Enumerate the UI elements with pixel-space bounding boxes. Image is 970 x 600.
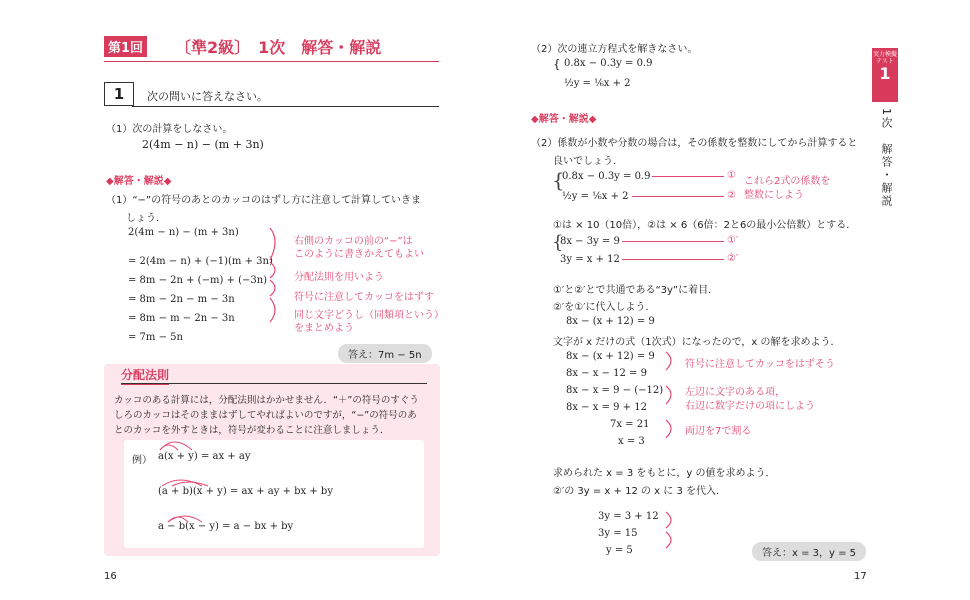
section-rule xyxy=(132,106,439,107)
solve-step: 7x = 21 xyxy=(610,419,650,430)
calc-step: = 8m − 2n − m − 3n xyxy=(128,294,235,305)
annotation: 左辺に文字のある項， xyxy=(685,387,785,398)
system-equation: ½y = ⅙x + 2 xyxy=(564,78,631,89)
side-tab-label: 実力模擬テスト xyxy=(872,51,897,65)
solution-intro-line1: （1）“−”の符号のあとのカッコのはずし方に注意して計算していきま xyxy=(106,195,422,206)
equation-mark: ②′ xyxy=(727,253,739,264)
y-step: y = 5 xyxy=(606,545,633,556)
solve-step: 8x − x − 12 = 9 xyxy=(566,368,647,379)
round-badge: 第1回 xyxy=(104,36,147,57)
system-equation: 0.8x − 0.3y = 0.9 xyxy=(564,58,653,69)
y-step: 3y = 3 + 12 xyxy=(598,511,659,522)
annotation: 分配法則を用いよう xyxy=(294,272,384,283)
annotation-brackets xyxy=(268,226,282,326)
intro-line2: 良いでしょう． xyxy=(553,156,623,167)
leader-line xyxy=(632,196,724,197)
equation-mark: ① xyxy=(727,170,736,181)
box-title-rule xyxy=(121,383,427,384)
leader-line xyxy=(652,176,724,177)
equation-mark: ② xyxy=(727,190,736,201)
brace: { xyxy=(552,232,564,253)
annotation: 同じ文字どうし（同類項という） xyxy=(294,310,444,321)
calc-step: = 8m − 2n + (−m) + (−3n) xyxy=(128,275,268,286)
solve-brackets xyxy=(664,350,678,442)
calc-step: = 8m − m − 2n − 3n xyxy=(128,313,235,324)
calc-step: 2(4m − n) − (m + 3n) xyxy=(128,227,239,238)
annotation: 右側のカッコの前の“−”は xyxy=(294,236,413,247)
answer-badge: 答え：7m − 5n xyxy=(338,344,432,363)
focus-line: ①′と②′とで共通である“3y”に着目． xyxy=(553,285,719,296)
equation: 8x − 3y = 9 xyxy=(560,236,620,247)
linear-line: 文字が x だけの式（1次式）になったので，x の解を求めよう． xyxy=(553,337,841,348)
side-tab xyxy=(872,48,898,102)
equation-mark: ①′ xyxy=(727,235,739,246)
solve-step: 8x − x = 9 − (−12) xyxy=(566,385,664,396)
annotation: 符号に注意してカッコをはずそう xyxy=(685,359,835,370)
box-text-line: しろのカッコはそのままはずしてやればよいのですが，“−”の符号のあ xyxy=(114,410,417,421)
solution-intro-line2: しょう． xyxy=(126,213,166,224)
annotation: 整数にしよう xyxy=(744,190,804,201)
page-title: 〔準2級〕 1次 解答・解説 xyxy=(175,38,382,57)
section-number: 1 xyxy=(104,82,134,106)
q2-label: （2）次の連立方程式を解きなさい。 xyxy=(531,44,698,55)
annotation: これら2式の係数を xyxy=(744,176,831,187)
annotation: 符号に注意してカッコをはずす xyxy=(294,292,434,303)
substitute-equation: 8x − (x + 12) = 9 xyxy=(566,316,655,327)
leader-line xyxy=(622,259,724,260)
solve-step: x = 3 xyxy=(618,436,645,447)
leader-line xyxy=(622,241,724,242)
q1-label: （1）次の計算をしなさい。 xyxy=(106,124,233,135)
annotation: このように書きかえてもよい xyxy=(294,249,424,260)
y-step: 3y = 15 xyxy=(598,528,638,539)
brace: { xyxy=(552,168,565,192)
title-rule xyxy=(104,61,439,62)
solution-tag: ◆解答・解説◆ xyxy=(531,114,597,125)
calc-step: = 7m − 5n xyxy=(128,332,183,343)
solve-step: 8x − (x + 12) = 9 xyxy=(566,351,655,362)
q1-expression: 2(4m − n) − (m + 3n) xyxy=(142,138,264,151)
equation: 3y = x + 12 xyxy=(560,254,620,265)
side-tab-number: 1 xyxy=(879,64,891,83)
example-formula: a − b(x − y) = a − bx + by xyxy=(158,521,294,532)
multiply-line: ①は × 10（10倍），②は × 6（6倍：2と6の最小公倍数）とする． xyxy=(553,220,857,231)
box-title: 分配法則 xyxy=(121,366,169,385)
annotation: 両辺を7で割る xyxy=(685,426,752,437)
annotation: をまとめよう xyxy=(294,323,354,334)
y-line: 求められた x = 3 をもとに，y の値を求めよう． xyxy=(553,468,776,479)
intro-line1: （2）係数が小数や分数の場合は，その係数を整数にしてから計算すると xyxy=(531,138,858,149)
calc-step: = 2(4m − n) + (−1)(m + 3n) xyxy=(128,256,273,267)
example-formula: a(x + y) = ax + ay xyxy=(158,451,251,462)
page-number-left: 16 xyxy=(104,571,117,582)
distribution-arrows xyxy=(158,440,298,550)
section-prompt: 次の問いに答えなさい。 xyxy=(147,90,268,103)
solve-step: 8x − x = 9 + 12 xyxy=(566,402,647,413)
substitute-line: ②′を①′に代入しよう． xyxy=(553,302,656,313)
box-text-line: とのカッコを外すときは，符号が変わることに注意しましょう． xyxy=(114,425,390,436)
box-text-line: カッコのある計算には，分配法則はかかせません．“＋”の符号のすぐう xyxy=(114,395,419,406)
system-brace: { xyxy=(553,57,561,71)
equation: ½y = ⅙x + 2 xyxy=(562,191,629,202)
example-formula: (a + b)(x + y) = ax + ay + bx + by xyxy=(158,486,333,497)
page-number-right: 17 xyxy=(854,571,867,582)
answer-badge: 答え：x = 3，y = 5 xyxy=(752,542,866,561)
solution-tag: ◆解答・解説◆ xyxy=(106,176,172,187)
side-heading: 1次 解答・解説 xyxy=(880,108,893,208)
y-line: ②′の 3y = x + 12 の x に 3 を代入． xyxy=(553,486,726,497)
annotation: 右辺に数字だけの項にしよう xyxy=(685,401,815,412)
equation: 0.8x − 0.3y = 0.9 xyxy=(562,171,651,182)
y-brackets xyxy=(664,510,678,560)
example-label: 例） xyxy=(132,455,152,466)
